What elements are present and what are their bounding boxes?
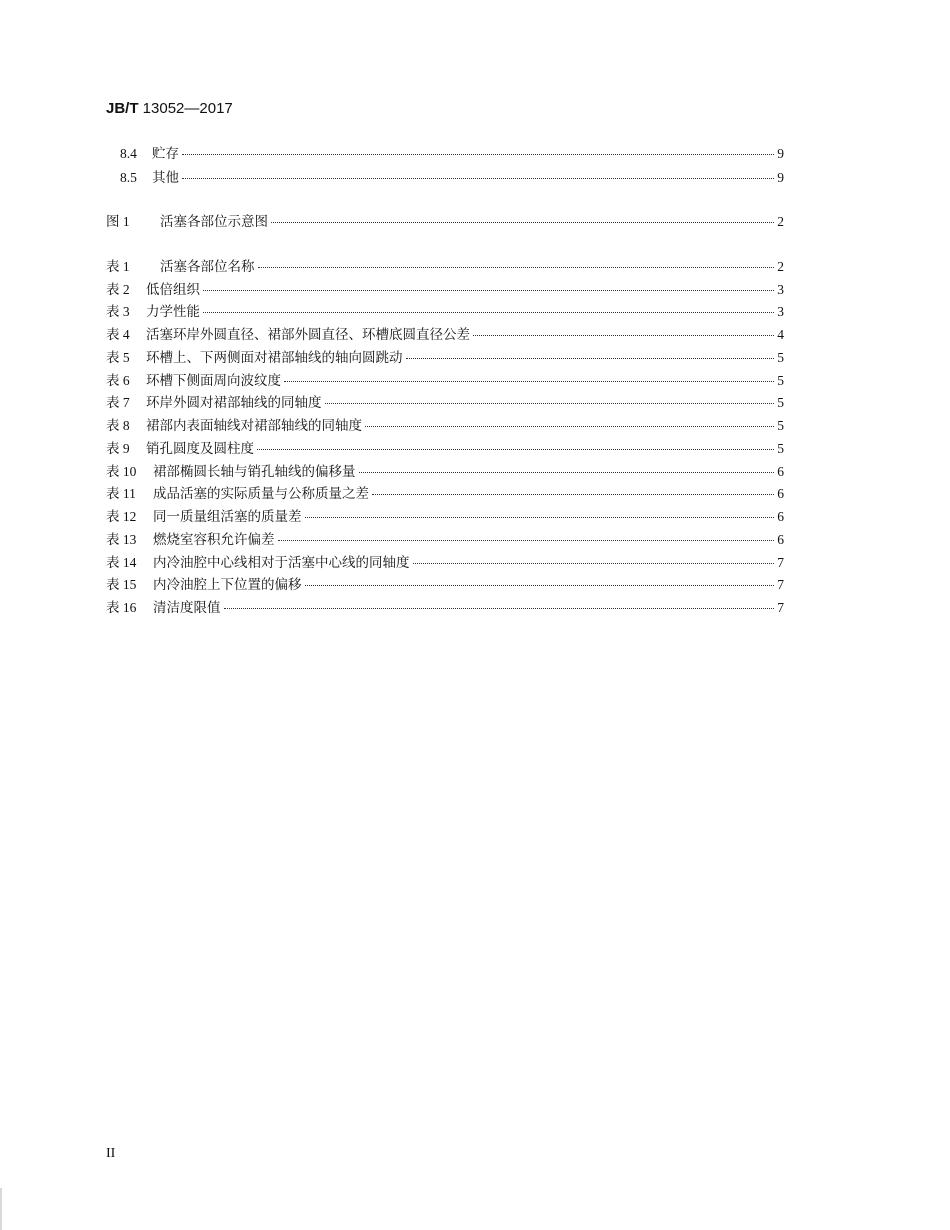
toc-entry-figure[interactable] [106, 212, 784, 232]
entry-page: 3 [777, 282, 784, 297]
toc-entry-table[interactable] [106, 416, 784, 436]
toc-entry-table[interactable] [106, 575, 784, 595]
toc-entry-table[interactable] [106, 530, 784, 550]
entry-number: 8.4 [120, 146, 137, 161]
entry-title: 活塞环岸外圆直径、裙部外圆直径、环槽底圆直径公差 [146, 327, 470, 342]
entry-page: 6 [777, 464, 784, 479]
entry-page: 9 [777, 170, 784, 185]
toc-entry-section[interactable] [120, 168, 784, 188]
entry-title: 销孔圆度及圆柱度 [146, 441, 254, 456]
toc-entry-table[interactable] [106, 371, 784, 391]
entry-title: 活塞各部位名称 [160, 259, 255, 274]
entry-page: 7 [777, 555, 784, 570]
entry-number: 表 5 [106, 350, 130, 365]
dot-leader [182, 177, 774, 179]
toc-entry-table[interactable] [106, 462, 784, 482]
dot-leader [284, 380, 774, 382]
entry-title: 环槽下侧面周向波纹度 [146, 373, 281, 388]
toc-entry-table[interactable] [106, 598, 784, 618]
entry-title: 内冷油腔上下位置的偏移 [153, 577, 302, 592]
entry-title: 内冷油腔中心线相对于活塞中心线的同轴度 [153, 555, 410, 570]
document-code-prefix: JB/T [106, 100, 139, 117]
toc-entry-table[interactable] [106, 439, 784, 459]
entry-page: 5 [777, 350, 784, 365]
toc-entry-table[interactable] [106, 393, 784, 413]
toc-entry-table[interactable] [106, 348, 784, 368]
dot-leader [182, 153, 774, 155]
dot-leader [473, 334, 774, 336]
toc-entry-table[interactable] [106, 325, 784, 345]
entry-number: 表 11 [106, 486, 136, 501]
toc-entry-section[interactable] [120, 144, 784, 164]
entry-number: 表 15 [106, 577, 137, 592]
entry-title: 裙部内表面轴线对裙部轴线的同轴度 [146, 418, 362, 433]
entry-number: 表 10 [106, 464, 137, 479]
entry-page: 2 [777, 214, 784, 229]
entry-title: 其他 [152, 170, 179, 185]
entry-number: 表 7 [106, 395, 130, 410]
dot-leader [325, 402, 775, 404]
entry-number: 表 2 [106, 282, 130, 297]
entry-number: 8.5 [120, 170, 137, 185]
dot-leader [365, 425, 774, 427]
entry-number: 表 9 [106, 441, 130, 456]
entry-title: 同一质量组活塞的质量差 [153, 509, 302, 524]
entry-page: 9 [777, 146, 784, 161]
toc-entry-table[interactable] [106, 553, 784, 573]
dot-leader [203, 311, 774, 313]
entry-number: 表 16 [106, 600, 137, 615]
entry-page: 5 [777, 418, 784, 433]
dot-leader [257, 448, 774, 450]
entry-title: 清洁度限值 [153, 600, 221, 615]
entry-title: 力学性能 [146, 304, 200, 319]
entry-page: 6 [777, 486, 784, 501]
dot-leader [372, 493, 774, 495]
entry-title: 贮存 [152, 146, 179, 161]
entry-number: 表 6 [106, 373, 130, 388]
entry-title: 活塞各部位示意图 [160, 214, 268, 229]
entry-number: 表 3 [106, 304, 130, 319]
entry-number: 表 4 [106, 327, 130, 342]
toc-entry-table[interactable] [106, 484, 784, 504]
dot-leader [305, 584, 775, 586]
dot-leader [413, 562, 775, 564]
entry-page: 5 [777, 441, 784, 456]
entry-page: 5 [777, 395, 784, 410]
entry-title: 成品活塞的实际质量与公称质量之差 [153, 486, 369, 501]
toc-entry-table[interactable] [106, 257, 784, 277]
page-edge-divider [0, 1188, 2, 1230]
dot-leader [359, 471, 775, 473]
entry-number: 表 13 [106, 532, 137, 547]
dot-leader [406, 357, 775, 359]
dot-leader [305, 516, 775, 518]
entry-title: 裙部椭圆长轴与销孔轴线的偏移量 [153, 464, 356, 479]
entry-title: 燃烧室容积允许偏差 [153, 532, 275, 547]
entry-title: 低倍组织 [146, 282, 200, 297]
entry-number: 表 8 [106, 418, 130, 433]
entry-number: 表 1 [106, 259, 130, 274]
toc-entry-table[interactable] [106, 280, 784, 300]
dot-leader [271, 221, 774, 223]
entry-page: 7 [777, 577, 784, 592]
entry-title: 环岸外圆对裙部轴线的同轴度 [146, 395, 322, 410]
entry-page: 2 [777, 259, 784, 274]
entry-number: 表 14 [106, 555, 137, 570]
entry-page: 4 [777, 327, 784, 342]
entry-page: 6 [777, 532, 784, 547]
entry-number: 图 1 [106, 214, 130, 229]
toc-entry-table[interactable] [106, 302, 784, 322]
entry-number: 表 12 [106, 509, 137, 524]
document-code-number: 13052—2017 [138, 100, 233, 117]
entry-title: 环槽上、下两侧面对裙部轴线的轴向圆跳动 [146, 350, 403, 365]
dot-leader [224, 607, 775, 609]
entry-page: 6 [777, 509, 784, 524]
entry-page: 5 [777, 373, 784, 388]
dot-leader [278, 539, 775, 541]
dot-leader [203, 289, 774, 291]
entry-page: 7 [777, 600, 784, 615]
toc-entry-table[interactable] [106, 507, 784, 527]
entry-page: 3 [777, 304, 784, 319]
dot-leader [258, 266, 775, 268]
page-number: II [106, 1146, 116, 1161]
